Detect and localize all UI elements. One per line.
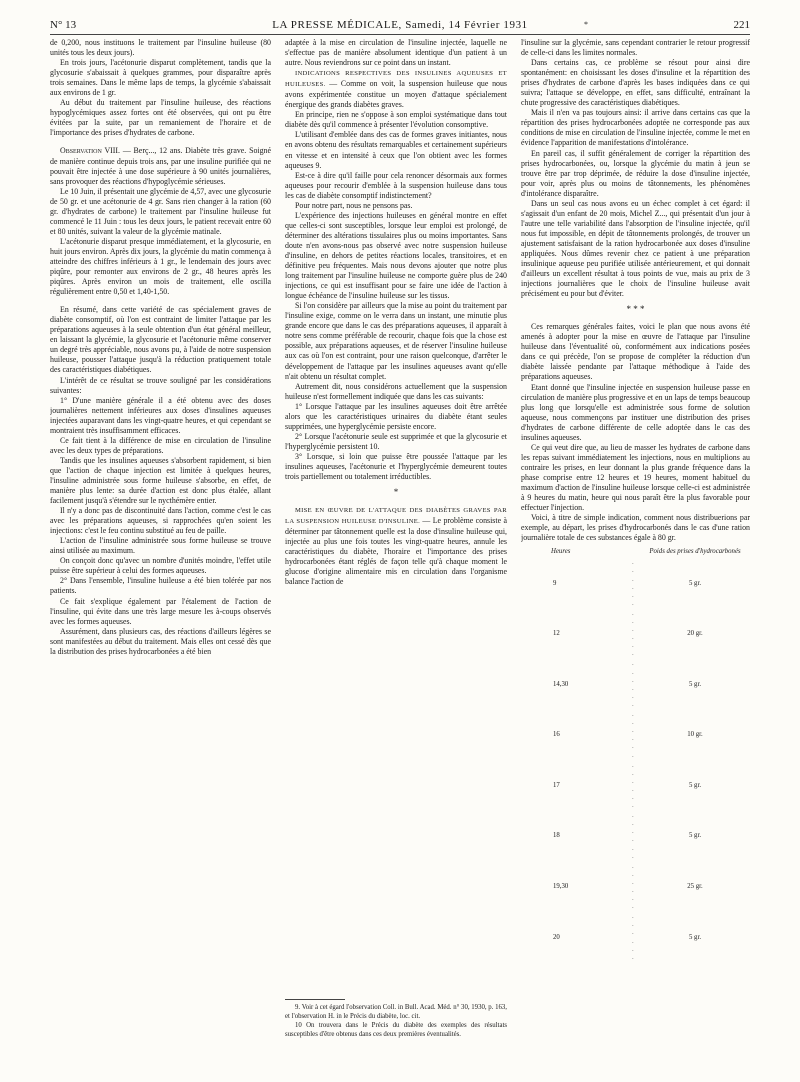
page-number: 221 bbox=[733, 19, 750, 31]
paragraph: Ce fait tient à la différence de mise en circulation de l'insuline avec les deux types de préparations. bbox=[50, 435, 271, 455]
section-paragraph bbox=[285, 505, 507, 587]
hour-cell: 20 bbox=[553, 933, 560, 941]
section-heading: INDICATIONS RESPECTIVES DES INSULINES AQUEUSES ET HUILEUSES. bbox=[285, 70, 507, 89]
leader-dots: . . . . . . bbox=[632, 812, 636, 860]
table-header-row bbox=[527, 548, 750, 558]
table-row bbox=[527, 710, 750, 761]
paragraph: adaptée à la mise en circulation de l'insuline injectée, laquelle ne s'effectue pas de manière absolument identique d'un patient à un autre. Nous reviendrons sur ce point dans un instant. bbox=[285, 38, 507, 68]
leader-dots: . . . . . . bbox=[632, 711, 636, 759]
header-rule bbox=[50, 34, 750, 35]
footnote-rule bbox=[285, 999, 345, 1000]
paragraph: En trois jours, l'acétonurie disparut complètement, tandis que la glycosurie s'abaissait à quelques grammes, pour disparaître après trois semaines. Dans le même laps de temps, la glycémie s'abaissait aux environs de 1 gr. bbox=[50, 58, 271, 98]
section-divider: * bbox=[393, 487, 399, 498]
leader-dots: . . . . . . bbox=[632, 559, 636, 607]
paragraph: Dans un seul cas nous avons eu un échec complet à cet égard: il s'agissait d'un enfant de 20 mois, Michel Z..., qui présentait d'un jour à l'autre une telle variabilité dans l'absorption de l'insuline injectée, qu'il nous fut impossible, en dépit de tâtonnements prolongés, de trouver un ajustement satisfaisant de la ration hydrocarbonée aux doses d'insuline appliquées. Nous dûmes revenir chez ce patient à une préparation insulinique aqueuse peu purifiée utilisée antérieurement, et qui donnait d'ailleurs un excellent résultat à tous points de vue, mais au prix de 3 injections journalières que le choix de l'insuline huileuse avait précisément eu pour but d'éviter. bbox=[521, 198, 750, 299]
paragraph: L'intérêt de ce résultat se trouve souligné par les considérations suivantes: bbox=[50, 375, 271, 395]
paragraph: Ces remarques générales faites, voici le plan que nous avons été amenés à adopter pour la mise en œuvre de l'attaque par l'insuline huileuse dans l'éventualité où, conformément aux indications posées dans ce qui précède, l'on se propose de compléter la réduction d'un diabète laissée pendante par l'attaque méthodique à l'aide des préparations aqueuses. bbox=[521, 322, 750, 382]
page-header bbox=[50, 18, 750, 32]
weight-cell: 10 gr. bbox=[687, 731, 703, 739]
issue-number: N° 13 bbox=[50, 19, 77, 31]
paragraph: En principe, rien ne s'oppose à son emploi systématique dans tout diabète dès qu'il commence à présenter l'évolution consomptive. bbox=[285, 110, 507, 130]
hour-cell: 12 bbox=[553, 630, 560, 638]
column-2 bbox=[285, 38, 507, 1068]
observation-label: Observation VIII. bbox=[60, 146, 121, 156]
masthead-title: LA PRESSE MÉDICALE, Samedi, 14 Février 1931 bbox=[272, 19, 528, 31]
paragraph: 1° D'une manière générale il a été obtenu avec des doses journalières nettement inférieures aux doses d'insulines aqueuses injectées auparavant dans les vingt-quatre heures, et qui cependant se montraient très insuffisamment efficaces. bbox=[50, 395, 271, 435]
paragraph: 1° Lorsque l'attaque par les insulines aqueuses doit être arrêtée alors que les caractéristiques urinaires du diabète étant seules supprimées, une hyperglycémie persiste encore. bbox=[285, 401, 507, 431]
paragraph: Si l'on considère par ailleurs que la mise au point du traitement par l'insuline exige, comme on le verra dans un instant, une minutie plus grande encore que dans le cas des préparations aqueuses, il apparaît à notre sens comme préférable de recourir, chaque fois que la chose est possible, aux préparations aqueuses, et de réserver l'insuline huileuse aux cas où l'on est contraint, pour une raison quelconque, d'arrêter le développement de l'attaque par les insulines aqueuses avant qu'elle n'ait obtenu un résultat complet. bbox=[285, 301, 507, 381]
column-header-hours: Heures bbox=[551, 548, 571, 556]
leader-dots: . . . . . . bbox=[632, 660, 636, 708]
paragraph: Etant donné que l'insuline injectée en suspension huileuse passe en circulation de manière plus progressive et en un laps de temps beaucoup plus long que lorsqu'elle est administrée sous forme de solution aqueuse, nous commençons par instituer une distribution des prises d'hydrates de carbone différente de celle adoptée dans le cas des insulines aqueuses. bbox=[521, 382, 750, 442]
paragraph: 2° Lorsque l'acétonurie seule est supprimée et que la glycosurie et l'hyperglycémie persistent 10. bbox=[285, 431, 507, 451]
section-divider: * * * bbox=[626, 304, 645, 315]
paragraph: Voici, à titre de simple indication, comment nous distribuerions par exemple, au départ, les prises d'hydrocarbonés dans le cas d'une ration journalière totale de ces substances égale à 80 gr. bbox=[521, 513, 750, 543]
leader-dots: . . . . . . bbox=[632, 913, 636, 961]
table-row bbox=[527, 811, 750, 862]
weight-cell: 5 gr. bbox=[688, 680, 702, 688]
paragraph: de 0,200, nous instituons le traitement par l'insuline huileuse (80 unités tous les deux jours). bbox=[50, 38, 271, 58]
table-row bbox=[527, 558, 750, 609]
paragraph: 3° Lorsque, si loin que puisse être poussée l'attaque par les insulines aqueuses, l'acétonurie et l'hyperglycémie demeurent toutes trois partiellement ou totalement irréductibles. bbox=[285, 451, 507, 482]
paragraph: Il n'y a donc pas de discontinuité dans l'action, comme c'est le cas avec les préparations aqueuses, si rapprochées qu'en soient les injections: c'est le feu continu substitué au feu de paille. bbox=[50, 506, 271, 536]
paragraph: Tandis que les insulines aqueuses s'absorbent rapidement, si bien que l'action de chaque injection est limitée à quelques heures, l'insuline administrée sous forme huileuse s'absorbe, en effet, de manière plus lente: sa durée d'action est donc plus étalée, allant facilement jusqu'à s'étendre sur le nycthémère entier. bbox=[50, 455, 271, 506]
paragraph: Assurément, dans plusieurs cas, des réactions d'ailleurs légères se sont manifestées au début du traitement. Mais elles ont cessé dès que la distribution des prises hydrocarbonées a été bien bbox=[50, 626, 271, 656]
weight-cell: 25 gr. bbox=[687, 882, 703, 890]
hour-cell: 14,30 bbox=[553, 680, 569, 688]
section-text: — Le problème consiste à déterminer par tâtonnement quelle est la dose d'insuline huileuse qui, injectée au plus une fois toutes les vingt-quatre heures, annule les caractéristiques du diabète, l'horaire et l'importance des prises hydrocarbonées étant réglés de façon telle qu'à chaque moment le glucose d'origine alimentaire mis en circulation dans l'organisme balance l'action de bbox=[285, 516, 507, 587]
paragraph: l'insuline sur la glycémie, sans cependant contrarier le retour progressif de celle-ci dans les limites normales. bbox=[521, 38, 750, 58]
column-3 bbox=[521, 38, 750, 1068]
weight-cell: 5 gr. bbox=[688, 933, 702, 941]
paragraph: On conçoit donc qu'avec un nombre d'unités moindre, l'effet utile puisse être supérieur à celui des formes aqueuses. bbox=[50, 556, 271, 576]
table-row bbox=[527, 761, 750, 812]
paragraph: En pareil cas, il suffit généralement de corriger la répartition des prises hydrocarbonées, ou, lorsque la glycémie du matin à jeun se trouve être par trop déprimée, de réduire la dose d'insuline injectée, pour voir, après plus ou moins de tâtonnements, les phénomènes d'intolérance disparaître. bbox=[521, 148, 750, 198]
paragraph: Au début du traitement par l'insuline huileuse, des réactions hypoglycémiques assez fortes ont été observées, qui ont pu être évitées par la suite, par un remaniement de l'horaire et de l'importance des prises d'hydrates de carbone. bbox=[50, 98, 271, 138]
weight-cell: 5 gr. bbox=[688, 832, 702, 840]
observation-paragraph bbox=[50, 146, 271, 186]
section-text: — Comme on voit, la suspension huileuse que nous avons expérimentée constitue un moyen d'attaque spécialement énergique des grands diabètes graves. bbox=[285, 79, 507, 110]
header-star: * bbox=[584, 20, 588, 29]
paragraph: Ce qui veut dire que, au lieu de masser les hydrates de carbone dans les repas suivant immédiatement les injections, nous en multiplions au contraire les prises, en leur donnant la plus grande fréquence dans la phase comprise entre 12 heures et 19 heures, moment habituel du maximum d'action de l'insuline huileuse lorsque celle-ci est administrée à 9 heures du matin, heure qui nous paraît être la plus favorable pour effectuer l'injection. bbox=[521, 442, 750, 513]
leader-dots: . . . . . . bbox=[632, 609, 636, 658]
paragraph: L'expérience des injections huileuses en général montre en effet que celles-ci sont susceptibles, lorsque leur emploi est prolongé, de déterminer des altérations tissulaires plus ou moins importantes. Sans doute n'en avons-nous pas observé avec notre suspension huileuse d'insuline, en dehors de petites réactions locales, transitoires, et en définitive peu fréquentes. Mais nous devons ajouter que notre plus long traitement par l'insuline huileuse ne comporte guère plus de 240 injections, ce qui est insuffisant pour se faire une idée de l'action à longue échéance de l'insuline huileuse sur les tissus. bbox=[285, 210, 507, 301]
paragraph: L'utilisant d'emblée dans des cas de formes graves initiantes, nous en avons obtenu des résultats remarquables et certainement supérieurs en vitesse et en intensité à ceux que l'on obtient avec les formes aqueuses 9. bbox=[285, 130, 507, 170]
table-row bbox=[527, 862, 750, 913]
weight-cell: 20 gr. bbox=[687, 630, 703, 638]
paragraph: Ce fait s'explique également par l'étalement de l'action de l'insuline, qui évite dans une très large mesure les à-coups observés avec les formes aqueuses. bbox=[50, 596, 271, 626]
weight-cell: 5 gr. bbox=[688, 781, 702, 789]
section-paragraph bbox=[285, 68, 507, 110]
section-heading: MISE EN ŒUVRE DE L'ATTAQUE DES DIABÈTES GRAVES PAR LA SUSPENSION HUILEUSE D'INSULINE. bbox=[285, 507, 507, 526]
paragraph: Est-ce à dire qu'il faille pour cela renoncer désormais aux formes aqueuses pour recourir d'emblée à la suspension huileuse dans tous les cas de diabète consomptif indistinctement? bbox=[285, 170, 507, 200]
column-1 bbox=[50, 38, 271, 1068]
ration-table bbox=[527, 548, 750, 963]
paragraph: L'acétonurie disparut presque immédiatement, et la glycosurie, en huit jours environ. Après dix jours, la glycémie du matin commença à atteindre des chiffres inférieurs à 1 gr., le lendemain des jours avec piqûre, pour remonter aux environs de 2 gr., 48 heures après les piqûres. Après environ un mois de traitement, elle oscilla régulièrement entre 0,50 et 1,40-1,50. bbox=[50, 236, 271, 297]
paragraph: L'action de l'insuline administrée sous forme huileuse se trouve ainsi utilisée au maximum. bbox=[50, 536, 271, 556]
observation-text: — Berç..., 12 ans. Diabète très grave. Soigné de manière continue depuis trois ans, par une insuline purifiée qui ne pouvait être injectée à une dose supérieure à 90 unités journalières, sans provoquer des réactions d'hypoglycémie sérieuses. bbox=[50, 146, 271, 186]
footnote: 10 On trouvera dans le Précis du diabète des exemples des résultats susceptibles d'être obtenus dans ces deux premières éventualités. bbox=[285, 1022, 507, 1038]
paragraph: Autrement dit, nous considérons actuellement que la suspension huileuse n'est formellement indiquée que dans les cas suivants: bbox=[285, 381, 507, 401]
weight-cell: 5 gr. bbox=[688, 579, 702, 587]
paragraph: Pour notre part, nous ne pensons pas. bbox=[295, 200, 413, 210]
footnote: 9. Voir à cet égard l'observation Coll. in Bull. Acad. Méd. n° 30, 1930, p. 163, et l'observation H. in le Précis du diabète, loc. cit. bbox=[285, 1004, 507, 1020]
hour-cell: 18 bbox=[553, 832, 560, 840]
footnotes bbox=[285, 999, 507, 1040]
paragraph: Le 10 Juin, il présentait une glycémie de 4,57, avec une glycosurie de 50 gr. et une acétonurie de 4 gr. Sans rien changer à la ration (60 gr. d'hydrates de carbone) le traitement par l'insuline huileuse fut commencé le 11 Juin : tous les deux jours, le patient recevait entre 60 et 80 unités, suivant la valeur de la glycémie matinale. bbox=[50, 186, 271, 236]
leader-dots: . . . . . . bbox=[632, 862, 636, 911]
hour-cell: 16 bbox=[553, 731, 560, 739]
paragraph: En résumé, dans cette variété de cas spécialement graves de diabète consomptif, où l'on est contraint de limiter l'attaque par les préparations aqueuses à la seule obtention d'un état général meilleur, en laissant la glycémie, la glycosurie et l'acétonurie même conserver un degré très appréciable, nous avons pu, à l'aide de notre suspension huileuse, pousser l'attaque jusqu'à la réduction pratiquement totale des caractéristiques diabétiques. bbox=[50, 305, 271, 375]
paragraph: Mais il n'en va pas toujours ainsi: il arrive dans certains cas que la répartition des prises hydrocarbonées adoptée ne corresponde pas aux conditions de mise en circulation de l'insuline injectée, comme le met en évidence l'apparition de manifestations d'intolérance. bbox=[521, 108, 750, 148]
paragraph: 2° Dans l'ensemble, l'insuline huileuse a été bien tolérée par nos patients. bbox=[50, 576, 271, 596]
table-row bbox=[527, 912, 750, 963]
hour-cell: 17 bbox=[553, 781, 560, 789]
hour-cell: 19,30 bbox=[553, 882, 569, 890]
table-row bbox=[527, 609, 750, 660]
leader-dots: . . . . . . bbox=[632, 761, 636, 810]
column-header-weights: Poids des prises d'hydrocarbonés bbox=[649, 548, 741, 556]
table-row bbox=[527, 659, 750, 710]
paragraph: Dans certains cas, ce problème se résout pour ainsi dire spontanément: en choisissant les doses d'insuline et la répartition des prises d'hydrates de carbone d'après les bases indiquées dans ce qui suivra; l'attaque se développe, en effet, sans difficulté, entraînant la chute progressive des caractéristiques diabétiques. bbox=[521, 58, 750, 108]
hour-cell: 9 bbox=[553, 579, 557, 587]
